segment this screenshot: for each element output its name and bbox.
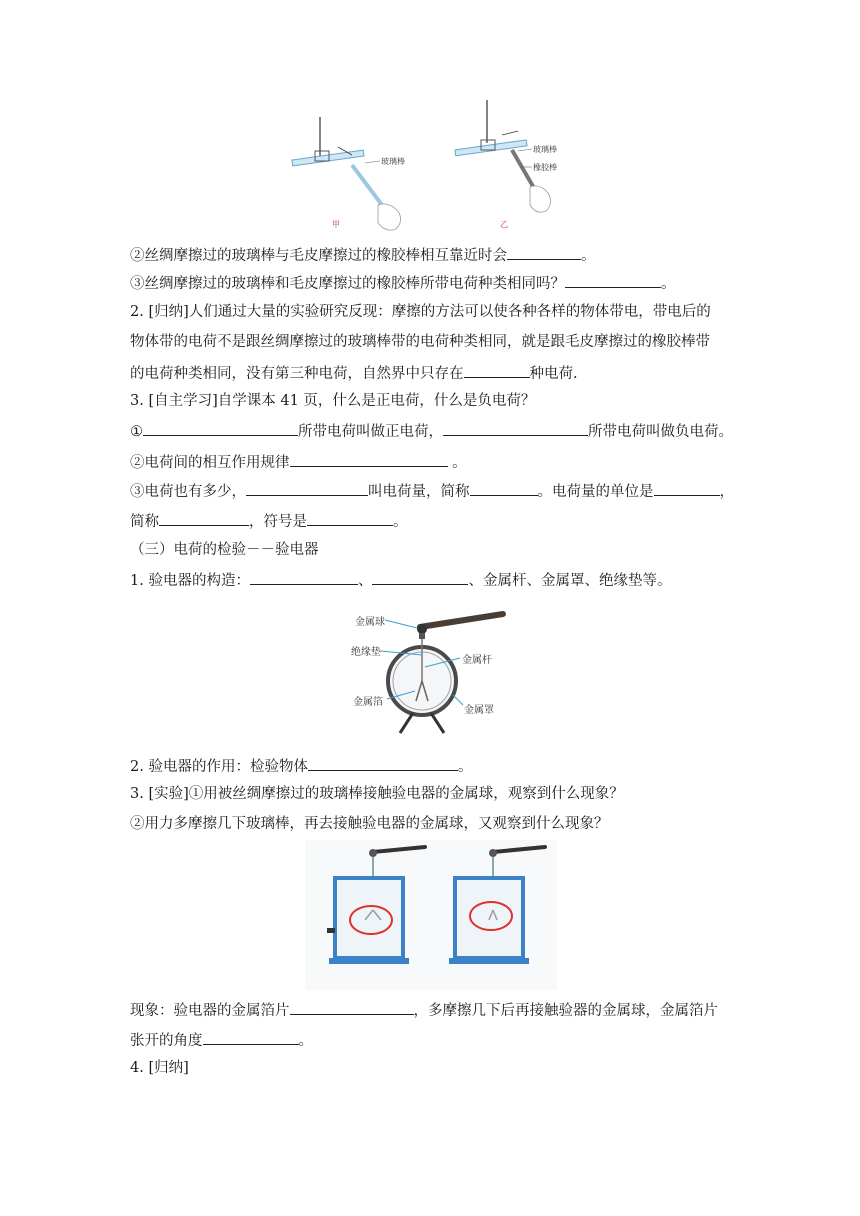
question-3: ③丝绸摩擦过的玻璃棒和毛皮摩擦过的橡胶棒所带电荷种类相同吗？ 。: [130, 272, 676, 294]
label-metal-foil: 金属箔: [353, 697, 383, 708]
answer-blank[interactable]: [159, 510, 249, 526]
answer-blank[interactable]: [308, 755, 458, 771]
answer-blank[interactable]: [464, 362, 530, 378]
answer-blank[interactable]: [290, 451, 448, 467]
label-metal-ball: 金属球: [355, 617, 385, 628]
glass-rod-label-b: 玻璃棒: [533, 145, 557, 154]
experiment-3-step-2: ②用力多摩擦几下玻璃棒，再去接触验电器的金属球，又观察到什么现象？: [130, 816, 609, 832]
label-insulating-pad: 绝缘垫: [351, 647, 381, 658]
observation-line-1: 现象：验电器的金属箔片 ，多摩擦几下后再接触验器的金属球，金属箔片: [130, 999, 718, 1021]
answer-blank[interactable]: [507, 244, 581, 260]
electroscope-function: 2. 验电器的作用：检验物体 。: [130, 755, 472, 777]
experiment-3-step-1: 3. [实验]①用被丝绸摩擦过的玻璃棒接触验电器的金属球，观察到什么现象？: [130, 786, 624, 802]
self-study-3-item-2: ②电荷间的相互作用规律 。: [130, 451, 467, 473]
self-study-3-item-4: 简称 ，符号是 。: [130, 510, 408, 532]
answer-blank[interactable]: [250, 569, 358, 585]
summary-4: 4. [归纳]: [130, 1060, 189, 1076]
electroscope-diagram: [345, 605, 520, 737]
electroscope-structure: 1. 验电器的构造： 、 、金属杆、金属罩、绝缘垫等。: [130, 569, 671, 591]
answer-blank[interactable]: [203, 1029, 299, 1045]
answer-blank[interactable]: [372, 569, 468, 585]
section-3-heading: （三）电荷的检验－－验电器: [130, 542, 319, 558]
answer-blank[interactable]: [565, 272, 661, 288]
electroscope-photos: [305, 840, 557, 990]
label-metal-case: 金属罩: [464, 705, 494, 716]
answer-blank[interactable]: [470, 480, 538, 496]
rubber-rod-label: 橡胶棒: [533, 163, 557, 172]
caption-b: 乙: [500, 220, 508, 229]
caption-a: 甲: [332, 220, 340, 229]
answer-blank[interactable]: [246, 480, 368, 496]
answer-blank[interactable]: [654, 480, 720, 496]
summary-2-line-2: 物体带的电荷不是跟丝绸摩擦过的玻璃棒带的电荷种类相同，就是跟毛皮摩擦过的橡胶棒带: [130, 334, 710, 350]
self-study-3-item-3: ③电荷也有多少， 叫电荷量，简称 。电荷量的单位是 ，: [130, 480, 734, 502]
summary-2-line-3: 的电荷种类相同，没有第三种电荷，自然界中只存在 种电荷.: [130, 362, 578, 384]
answer-blank[interactable]: [443, 420, 588, 436]
summary-2-line-1: 2. [归纳]人们通过大量的实验研究反现：摩擦的方法可以使各种各样的物体带电，带电后的: [130, 304, 711, 320]
answer-blank[interactable]: [290, 999, 414, 1015]
answer-blank[interactable]: [143, 420, 298, 436]
self-study-3: 3. [自主学习]自学课本 41 页，什么是正电荷，什么是负电荷？: [130, 393, 536, 409]
self-study-3-item-1: ① 所带电荷叫做正电荷， 所带电荷叫做负电荷。: [130, 420, 733, 442]
answer-blank[interactable]: [307, 510, 393, 526]
rod-experiment-figure: [280, 95, 580, 240]
observation-line-2: 张开的角度 。: [130, 1029, 313, 1051]
question-2: ②丝绸摩擦过的玻璃棒与毛皮摩擦过的橡胶棒相互靠近时会 。: [130, 244, 596, 266]
label-metal-rod: 金属杆: [462, 655, 492, 666]
glass-rod-label-a: 玻璃棒: [381, 157, 405, 166]
